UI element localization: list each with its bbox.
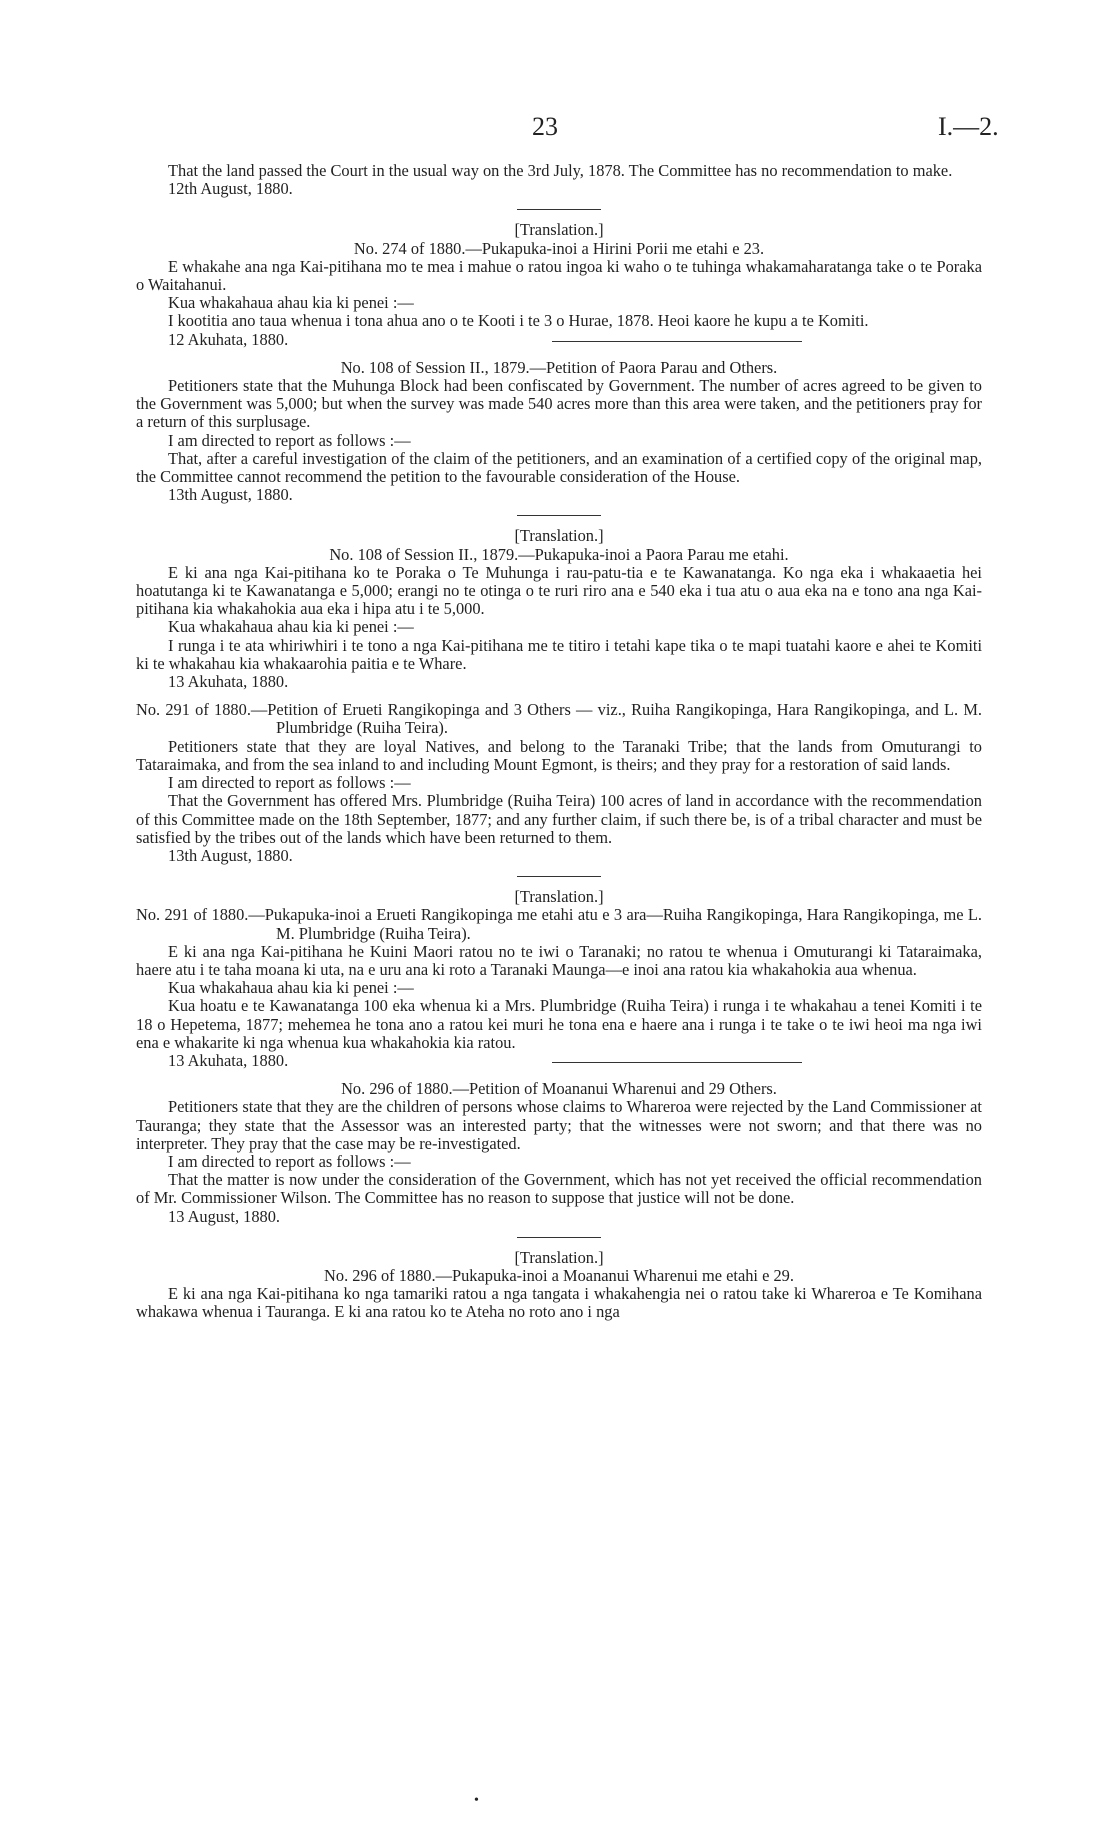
paragraph: That the land passed the Court in the usual way on the 3rd July, 1878. The Committee has no recommendation to make.: [168, 161, 953, 180]
document-reference: I.—2.: [938, 112, 999, 141]
translation-heading: [Translation.]: [514, 526, 604, 546]
date-line: 12 Akuhata, 1880.: [168, 329, 289, 349]
translation-heading: [Translation.]: [514, 1247, 604, 1267]
petition-title: No. 296 of 1880.—Pukapuka-inoi a Moananui Wharenui me etahi e 29.: [324, 1265, 794, 1285]
paragraph: E ki ana nga Kai-pitihana he Kuini Maori ratou no te iwi o Taranaki; no ratou te whenua i Omuturangi ki Tataraimaka, haere atu i te taha moana ki uta, na e uru ana ki roto a Taranaki Maunga—e inoi ana ratou kia whakahokia aua whenua.: [136, 941, 982, 979]
date-line: 13 Akuhata, 1880.: [168, 672, 289, 692]
paragraph: I am directed to report as follows :—: [168, 1151, 411, 1171]
date-line: 13 Akuhata, 1880.: [168, 1050, 289, 1070]
paragraph: Kua whakahaua ahau kia ki penei :—: [168, 978, 414, 998]
section-divider: [552, 1062, 802, 1063]
section-divider: [552, 341, 802, 342]
paragraph: I runga i te ata whiriwhiri i te tono a nga Kai-pitihana me te titiro i tetahi kape tika o te mapi tuatahi kaore e ahei te Komiti ki te whakahau kia whakaarohia paitia e te Whare.: [136, 635, 982, 673]
paragraph: Petitioners state that they are loyal Natives, and belong to the Taranaki Tribe; that the lands from Omuturangi to Tataraimaka, and from the sea inland to and including Mount Egmont, is theirs; and they pray for a restoration of said lands.: [136, 736, 982, 774]
section-divider: [517, 876, 601, 877]
paragraph: Kua whakahaua ahau kia ki penei :—: [168, 293, 414, 313]
paragraph: E ki ana nga Kai-pitihana ko nga tamariki ratou a nga tangata i whakahengia nei o ratou take ki Whareroa e Te Komihana whakawa whenua i Tauranga. E ki ana ratou ko te Ateha no roto ano i nga: [136, 1284, 982, 1322]
paragraph: E whakahe ana nga Kai-pitihana mo te mea i mahue o ratou ingoa ki waho o te tuhinga whakamaharatanga take o te Poraka o Waitahanui.: [136, 256, 982, 295]
page-header: [0, 112, 1114, 142]
page-mark: •: [474, 1793, 479, 1808]
translation-heading: [Translation.]: [514, 220, 604, 240]
translation-heading: [Translation.]: [514, 887, 604, 907]
date-line: 13th August, 1880.: [168, 845, 293, 865]
petition-title: No. 108 of Session II., 1879.—Petition of Paora Parau and Others.: [340, 357, 778, 377]
paragraph: E ki ana nga Kai-pitihana ko te Poraka o Te Muhunga i rau-patu-tia e te Kawanatanga. Ko nga eka i whakaaetia hei hoatutanga ki te Kawanatanga e 5,000; erangi no te otinga o te ruri riro ana e 540 eka i tua atu o aua eka na e tono ana nga Kai-pitihana kia whakahokia aua eka i hipa atu i te 5,000.: [136, 562, 982, 619]
petition-title: No. 291 of 1880.—Petition of Erueti Rangikopinga and 3 Others — viz., Ruiha Rangikopinga, Hara Rangikopinga, and L. M. Plumbridge (Ruiha Teira).: [136, 700, 982, 738]
section-divider: [517, 209, 601, 210]
document-body: [136, 162, 982, 1322]
petition-title: No. 296 of 1880.—Petition of Moananui Wharenui and 29 Others.: [341, 1079, 777, 1099]
paragraph: Kua hoatu e te Kawanatanga 100 eka whenua ki a Mrs. Plumbridge (Ruiha Teira) i runga i te whakahau a tenei Komiti i te 18 o Hepetema, 1877; mehemea he tona ano a ratou kei muri he tona ena e haere ana i runga i te take o te iwi heoi ma nga iwi ena e whakarite ki nga whenua kua whakahokia kia ratou.: [136, 996, 982, 1052]
paragraph: That the Government has offered Mrs. Plumbridge (Ruiha Teira) 100 acres of land in accordance with the recommendation of this Committee made on the 18th September, 1877; and any further claim, if such there be, is of a tribal character and must be satisfied by the tribes out of the lands which have been returned to them.: [136, 791, 982, 847]
section-divider: [517, 515, 601, 516]
petition-title: No. 291 of 1880.—Pukapuka-inoi a Erueti Rangikopinga me etahi atu e 3 ara—Ruiha Rangikopinga, Hara Rangikopinga, me L. M. Plumbridge (Ruiha Teira).: [136, 905, 982, 943]
paragraph: That, after a careful investigation of the claim of the petitioners, and an examination of a certified copy of the original map, the Committee cannot recommend the petition to the favourable consideration of the House.: [136, 448, 982, 487]
paragraph: I am directed to report as follows :—: [168, 773, 411, 793]
paragraph: I am directed to report as follows :—: [168, 430, 411, 450]
date-line: 12th August, 1880.: [168, 179, 293, 199]
section-divider: [517, 1237, 601, 1238]
petition-title: No. 108 of Session II., 1879.—Pukapuka-inoi a Paora Parau me etahi.: [329, 544, 789, 564]
paragraph: That the matter is now under the consideration of the Government, which has not yet received the official recommendation of Mr. Commissioner Wilson. The Committee has no reason to suppose that justice will not be done.: [136, 1170, 982, 1208]
paragraph: I kootitia ano taua whenua i tona ahua ano o te Kooti i te 3 o Hurae, 1878. Heoi kaore he kupu a te Komiti.: [168, 311, 869, 331]
paragraph: Petitioners state that the Muhunga Block had been confiscated by Government. The number of acres agreed to be given to the Government was 5,000; but when the survey was made 540 acres more than this area were taken, and the petitioners pray for a return of this surplusage.: [136, 376, 982, 432]
petition-title: No. 274 of 1880.—Pukapuka-inoi a Hirini Porii me etahi e 23.: [353, 238, 765, 258]
paragraph: Petitioners state that they are the children of persons whose claims to Whareroa were rejected by the Land Commissioner at Tauranga; they state that the Assessor was an interested party; that the witnesses were not sworn; and that there was no interpreter. They pray that the case may be re-investigated.: [136, 1097, 982, 1153]
date-line: 13th August, 1880.: [168, 485, 293, 505]
date-line: 13 August, 1880.: [168, 1206, 281, 1226]
page-number: 23: [532, 112, 558, 141]
paragraph: Kua whakahaua ahau kia ki penei :—: [168, 617, 414, 637]
